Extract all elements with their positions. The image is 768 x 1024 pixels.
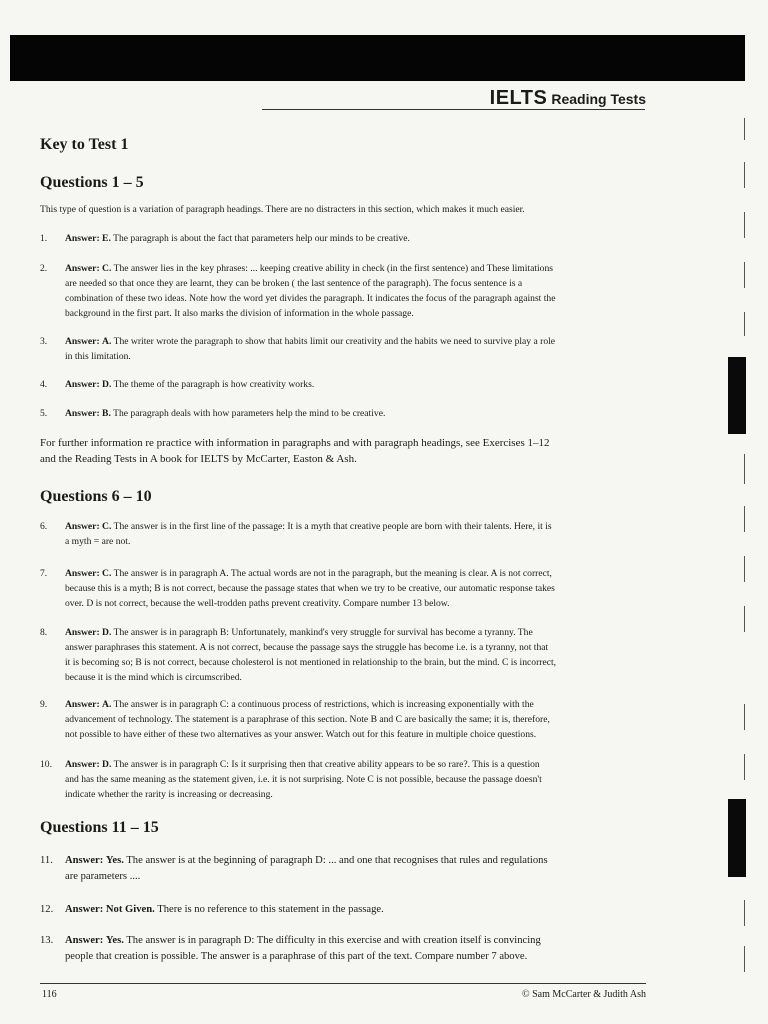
answer-label: Answer: bbox=[65, 627, 100, 638]
answer-value: Yes. bbox=[105, 855, 124, 866]
explanation-line: The answer lies in the key phrases: ... keeping creative ability in check (in the first sentence) and These limitations bbox=[113, 263, 554, 274]
item-number: 4. bbox=[40, 379, 48, 390]
page-title: Key to Test 1 bbox=[40, 136, 129, 153]
scan-edge-block bbox=[728, 357, 746, 434]
explanation-line: because it is the mind which is circumscribed. bbox=[65, 672, 242, 683]
scan-edge-mark bbox=[744, 900, 745, 926]
section-heading: Questions 6 – 10 bbox=[40, 488, 152, 505]
header-subtitle: Reading Tests bbox=[551, 91, 646, 107]
explanation-line: The answer is in the first line of the passage: It is a myth that creative people are born with their talents. Here, it is bbox=[113, 521, 552, 532]
item-number: 7. bbox=[40, 568, 48, 579]
answer-value: C. bbox=[102, 568, 112, 579]
further-info-line: For further information re practice with information in paragraphs and with paragraph headings, see Exercises 1–12 bbox=[40, 437, 550, 449]
item-number: 2. bbox=[40, 263, 48, 274]
answer-label: Answer: bbox=[65, 568, 100, 579]
explanation-line: over. D is not correct, because the well-trodden paths prevent creativity. Compare number 13 below. bbox=[65, 598, 450, 609]
page-number: 116 bbox=[42, 989, 57, 1000]
item-number: 10. bbox=[40, 759, 52, 770]
answer-value: A. bbox=[102, 699, 112, 710]
answer-value: D. bbox=[102, 627, 112, 638]
answer-value: A. bbox=[102, 336, 112, 347]
scan-top-bar bbox=[10, 35, 745, 81]
explanation-line: answer paraphrases this statement. A is not correct, because the passage says the struggle has become i.e. is a tyranny, not that bbox=[65, 642, 549, 653]
running-header bbox=[490, 87, 646, 110]
answer-value: Yes. bbox=[105, 935, 124, 946]
section-intro: This type of question is a variation of paragraph headings. There are no distracters in this section, which makes it much easier. bbox=[40, 204, 525, 215]
answer-label: Answer: bbox=[65, 336, 100, 347]
explanation-line: The answer is in paragraph C: Is it surprising then that creative ability appears to be so rare?. This is a question bbox=[113, 759, 540, 770]
answer-label: Answer: bbox=[65, 263, 100, 274]
explanation-line: not possible to have either of these two alternatives as your answer. Watch out for this feature in multiple choice questions. bbox=[65, 729, 537, 740]
explanation-line: The answer is in paragraph D: The difficulty in this exercise and with creation itself is convincing bbox=[126, 935, 541, 946]
footer-rule bbox=[40, 983, 646, 984]
explanation-line: people that creation is possible. The answer is a paraphrase of this part of the text. Compare number 7 above. bbox=[65, 951, 528, 962]
section-heading: Questions 11 – 15 bbox=[40, 819, 159, 836]
explanation-line: indicate whether the rarity is increasing or decreasing. bbox=[65, 789, 273, 800]
answer-label: Answer: bbox=[65, 521, 100, 532]
scan-edge-mark bbox=[744, 754, 745, 780]
further-info-paragraph bbox=[40, 435, 646, 467]
answer-label: Answer: bbox=[65, 935, 104, 946]
copyright-notice: © Sam McCarter & Judith Ash bbox=[522, 989, 646, 1000]
explanation-line: because this is a myth; B is not correct, because the passage states that when we try to be creative, our automatic response takes bbox=[65, 583, 555, 594]
explanation-line: are needed so that once they are learnt, they can be broken ( the last sentence of the paragraph). The focus sentence is a bbox=[65, 278, 523, 289]
explanation-line: The answer is in paragraph C: a continuous process of restrictions, which is increasing exponentially with the bbox=[113, 699, 534, 710]
answer-label: Answer: bbox=[65, 379, 100, 390]
scan-edge-block bbox=[728, 799, 746, 877]
item-number: 1. bbox=[40, 233, 48, 244]
answer-label: Answer: bbox=[65, 699, 100, 710]
header-rule bbox=[262, 109, 645, 110]
answer-label: Answer: bbox=[65, 408, 100, 419]
scan-edge-mark bbox=[744, 506, 745, 532]
section-heading: Questions 1 – 5 bbox=[40, 174, 144, 191]
answer-label: Answer: bbox=[65, 855, 104, 866]
item-number: 13. bbox=[40, 935, 54, 946]
item-number: 9. bbox=[40, 699, 48, 710]
scan-edge-mark bbox=[744, 118, 745, 140]
answer-label: Answer: bbox=[65, 233, 100, 244]
explanation-line: advancement of technology. The statement is a paraphrase of this section. Note B and C are basically the same; it is, therefore, bbox=[65, 714, 550, 725]
explanation-line: The answer is in paragraph B: Unfortunately, mankind's very struggle for survival has become a tyranny. The bbox=[113, 627, 533, 638]
scan-edge-mark bbox=[744, 556, 745, 582]
item-number: 12. bbox=[40, 904, 54, 915]
item-number: 11. bbox=[40, 855, 53, 866]
item-number: 5. bbox=[40, 408, 48, 419]
header-brand: IELTS bbox=[489, 87, 548, 109]
explanation-line: The writer wrote the paragraph to show that habits limit our creativity and the habits we need to survive play a role bbox=[113, 336, 556, 347]
item-number: 6. bbox=[40, 521, 48, 532]
explanation-line: are parameters .... bbox=[65, 871, 141, 882]
answer-label: Answer: bbox=[65, 759, 100, 770]
explanation-line: The paragraph is about the fact that parameters help our minds to be creative. bbox=[113, 233, 410, 244]
answer-value: E. bbox=[102, 233, 111, 244]
scan-edge-mark bbox=[744, 262, 745, 288]
explanation-line: The theme of the paragraph is how creativity works. bbox=[113, 379, 315, 390]
answer-value: D. bbox=[102, 759, 112, 770]
explanation-line: it is becoming so; B is not correct, because cholesterol is not mentioned in relationship to the brain, but the mind. C is incorrect, bbox=[65, 657, 557, 668]
explanation-line: There is no reference to this statement in the passage. bbox=[157, 904, 384, 915]
scan-edge-mark bbox=[744, 704, 745, 730]
answer-value: B. bbox=[102, 408, 111, 419]
scan-edge-mark bbox=[744, 606, 745, 632]
further-info-line: and the Reading Tests in A book for IELTS by McCarter, Easton & Ash. bbox=[40, 453, 357, 465]
scan-edge-mark bbox=[744, 212, 745, 238]
item-number: 8. bbox=[40, 627, 48, 638]
answer-label: Answer: bbox=[65, 904, 104, 915]
explanation-line: background in the first part. It also marks the division of information in the whole passage. bbox=[65, 308, 414, 319]
answer-value: C. bbox=[102, 521, 112, 532]
answer-value: D. bbox=[102, 379, 112, 390]
scan-edge-mark bbox=[744, 946, 745, 972]
explanation-line: The paragraph deals with how parameters help the mind to be creative. bbox=[113, 408, 386, 419]
scan-edge-mark bbox=[744, 162, 745, 188]
scan-edge-mark bbox=[744, 454, 745, 484]
explanation-line: in this limitation. bbox=[65, 351, 131, 362]
explanation-line: The answer is at the beginning of paragraph D: ... and one that recognises that rules and regulations bbox=[126, 855, 548, 866]
scan-edge-mark bbox=[744, 312, 745, 336]
explanation-line: combination of these two ideas. Note how the word yet divides the paragraph. It indicates the focus of the paragraph against the bbox=[65, 293, 556, 304]
explanation-line: and has the same meaning as the statement given, i.e. it is not surprising. Note C is not possible, because the passage doesn't bbox=[65, 774, 542, 785]
answer-value: Not Given. bbox=[105, 904, 155, 915]
answer-value: C. bbox=[102, 263, 112, 274]
item-number: 3. bbox=[40, 336, 48, 347]
explanation-line: a myth = are not. bbox=[65, 536, 131, 547]
explanation-line: The answer is in paragraph A. The actual words are not in the paragraph, but the meaning is clear. A is not correct, bbox=[113, 568, 552, 579]
